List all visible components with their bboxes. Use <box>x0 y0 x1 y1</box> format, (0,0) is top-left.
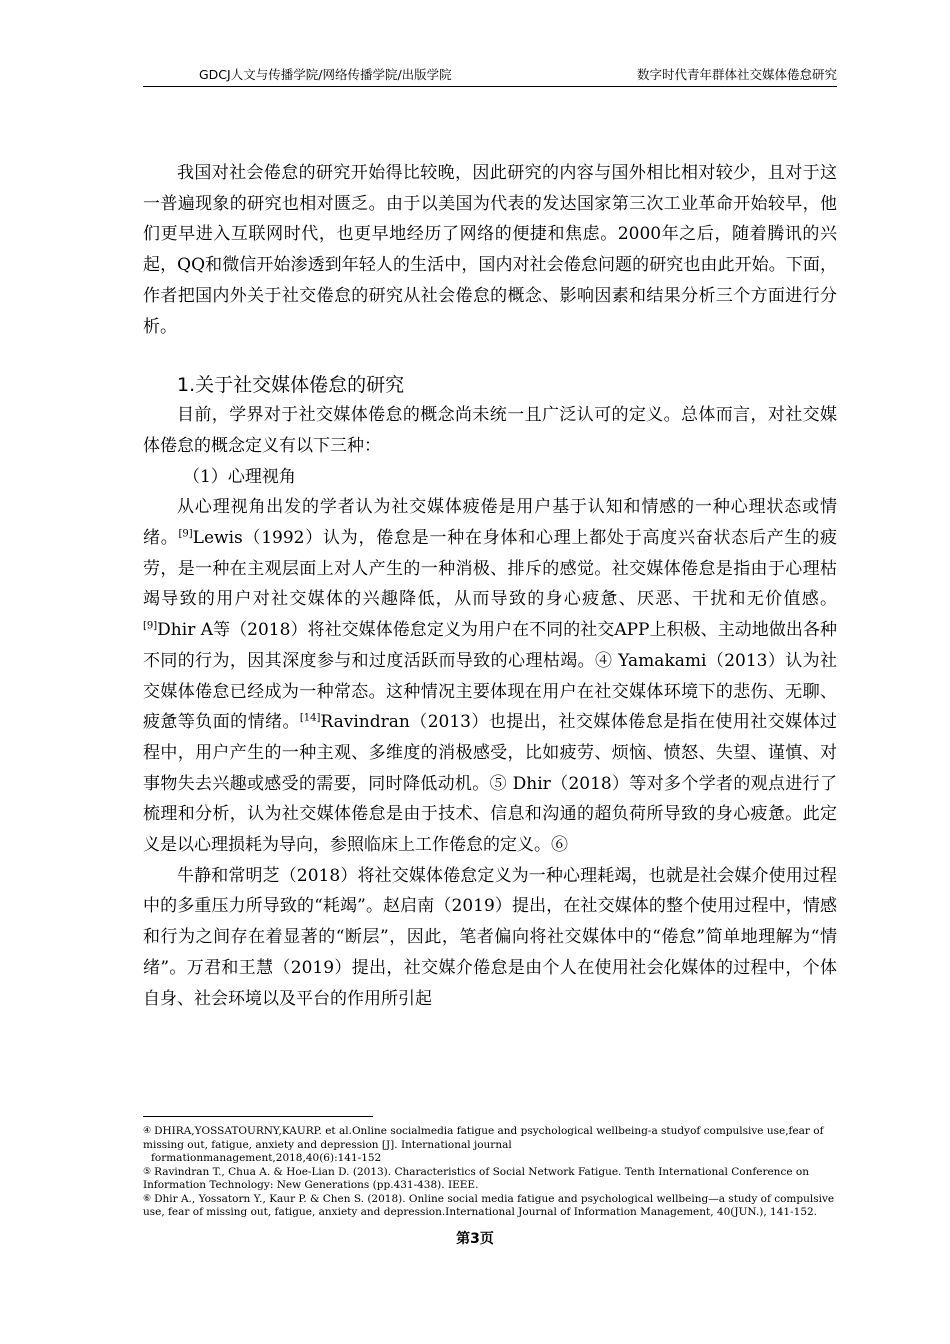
footnote-mark: ⑥ <box>143 1193 152 1204</box>
footnotes <box>143 1125 837 1220</box>
footnote-text: Dhir A., Yossatorn Y., Kaur P. & Chen S. (2018). Online social media fatigue and psychological wellbeing—a study of compulsive use, fear of missing out, fatigue, anxiety and depression.International Journal of Information Management, 40(JUN.), 141-152. <box>143 1192 835 1218</box>
footnote <box>143 1166 837 1193</box>
subheading-psychological: （1）心理视角 <box>183 466 296 487</box>
text-run: Lewis（1992）认为，倦怠是一种在身体和心理上都处于高度兴奋状态后产生的疲劳，是一种在主观层面上对人产生的一种消极、排斥的感觉。社交媒体倦怠是指由于心理枯竭导致的用户对社交媒体的兴趣降低，从而导致的身心疲惫、厌恶、干扰和无价值感。 <box>143 528 837 610</box>
footnote-divider <box>143 1116 373 1117</box>
footnote <box>143 1193 837 1220</box>
footnote <box>143 1125 837 1152</box>
paragraph-definition: 目前，学界对于社交媒体倦怠的概念尚未统一且广泛认可的定义。总体而言，对社交媒体倦怠的概念定义有以下三种： <box>143 405 837 456</box>
page-number: 第3页 <box>456 1231 494 1247</box>
footnote-mark: ④ <box>143 1126 152 1136</box>
citation-mark: [9] <box>178 528 193 540</box>
footnote-mark: ⑤ <box>143 1166 152 1177</box>
paragraph-intro: 我国对社会倦怠的研究开始得比较晚，因此研究的内容与国外相比相对较少，且对于这一普遍现象的研究也相对匮乏。由于以美国为代表的发达国家第三次工业革命开始较早，他们更早进入互联网时代，也更早地经历了网络的便捷和焦虑。2000年之后，随着腾讯的兴起，QQ和微信开始渗透到年轻人的生活中，国内对社会倦怠问题的研究也由此开始。下面，作者把国内外关于社交倦怠的研究从社会倦怠的概念、影响因素和结果分析三个方面进行分析。 <box>143 163 837 337</box>
section-heading: 1.关于社交媒体倦怠的研究 <box>177 374 405 397</box>
header-title: 数字时代青年群体社交媒体倦怠研究 <box>636 67 837 82</box>
page-header <box>143 62 837 87</box>
citation-mark: [9] <box>143 620 158 632</box>
citation-mark: [14] <box>299 712 321 724</box>
footnote-text: Ravindran T., Chua A. & Hoe-Lian D. (2013). Characteristics of Social Network Fatigue. Tenth International Conference on Information Technology: New Generations (pp.431-438). IEEE. <box>143 1165 809 1191</box>
text-run: Dhir A等（2018）将社交媒体倦怠定义为用户在不同的社交APP上积极、主动地做出各种不同的行为，因其深度参与和过度活跃而导致的心理枯竭。④ Yamakami（2013）认为社交媒体倦怠已经成为一种常态。这种情况主要体现在用户在社交媒体环境下的悲伤、无聊、疲惫等负面的情绪。 <box>143 620 837 733</box>
paragraph-psychological <box>143 492 837 860</box>
footnote-text: DHIRA,YOSSATOURNY,KAURP. et al.Online socialmedia fatigue and psychological wellbeing-a studyof compulsive use,fear of missing out, fatigue, anxiety and depression [J]. International journal <box>143 1125 824 1151</box>
document-body <box>143 158 837 1014</box>
text-run: 从心理视角出发的学者认为社交媒体疲倦是用户基于认知和情感的一种心理状态或情绪。 <box>143 497 837 549</box>
header-institution: GDCJ人文与传播学院/网络传播学院/出版学院 <box>199 67 452 82</box>
text-run: Ravindran（2013）也提出，社交媒体倦怠是指在使用社交媒体过程中，用户产生的一种主观、多维度的消极感受，比如疲劳、烦恼、愤怒、失望、谨慎、对事物失去兴趣或感受的需要，同时降低动机。⑤ Dhir（2018）等对多个学者的观点进行了梳理和分析，认为社交媒体倦怠是由于技术、信息和沟通的超负荷所导致的身心疲惫。此定义是以心理损耗为导向，参照临床上工作倦怠的定义。⑥ <box>143 712 838 856</box>
footnote-continuation: formationmanagement,2018,40(6):141-152 <box>151 1152 382 1164</box>
paragraph-domestic: 牛静和常明芝（2018）将社交媒体倦怠定义为一种心理耗竭，也就是社会媒介使用过程中的多重压力所导致的“耗竭”。赵启南（2019）提出，在社交媒体的整个使用过程中，情感和行为之间存在着显著的“断层”，因此，笔者偏向将社交媒体中的“倦怠”简单地理解为“情绪”。万君和王慧（2019）提出，社交媒介倦怠是由个人在使用社会化媒体的过程中，个体自身、社会环境以及平台的作用所引起 <box>143 865 837 1009</box>
